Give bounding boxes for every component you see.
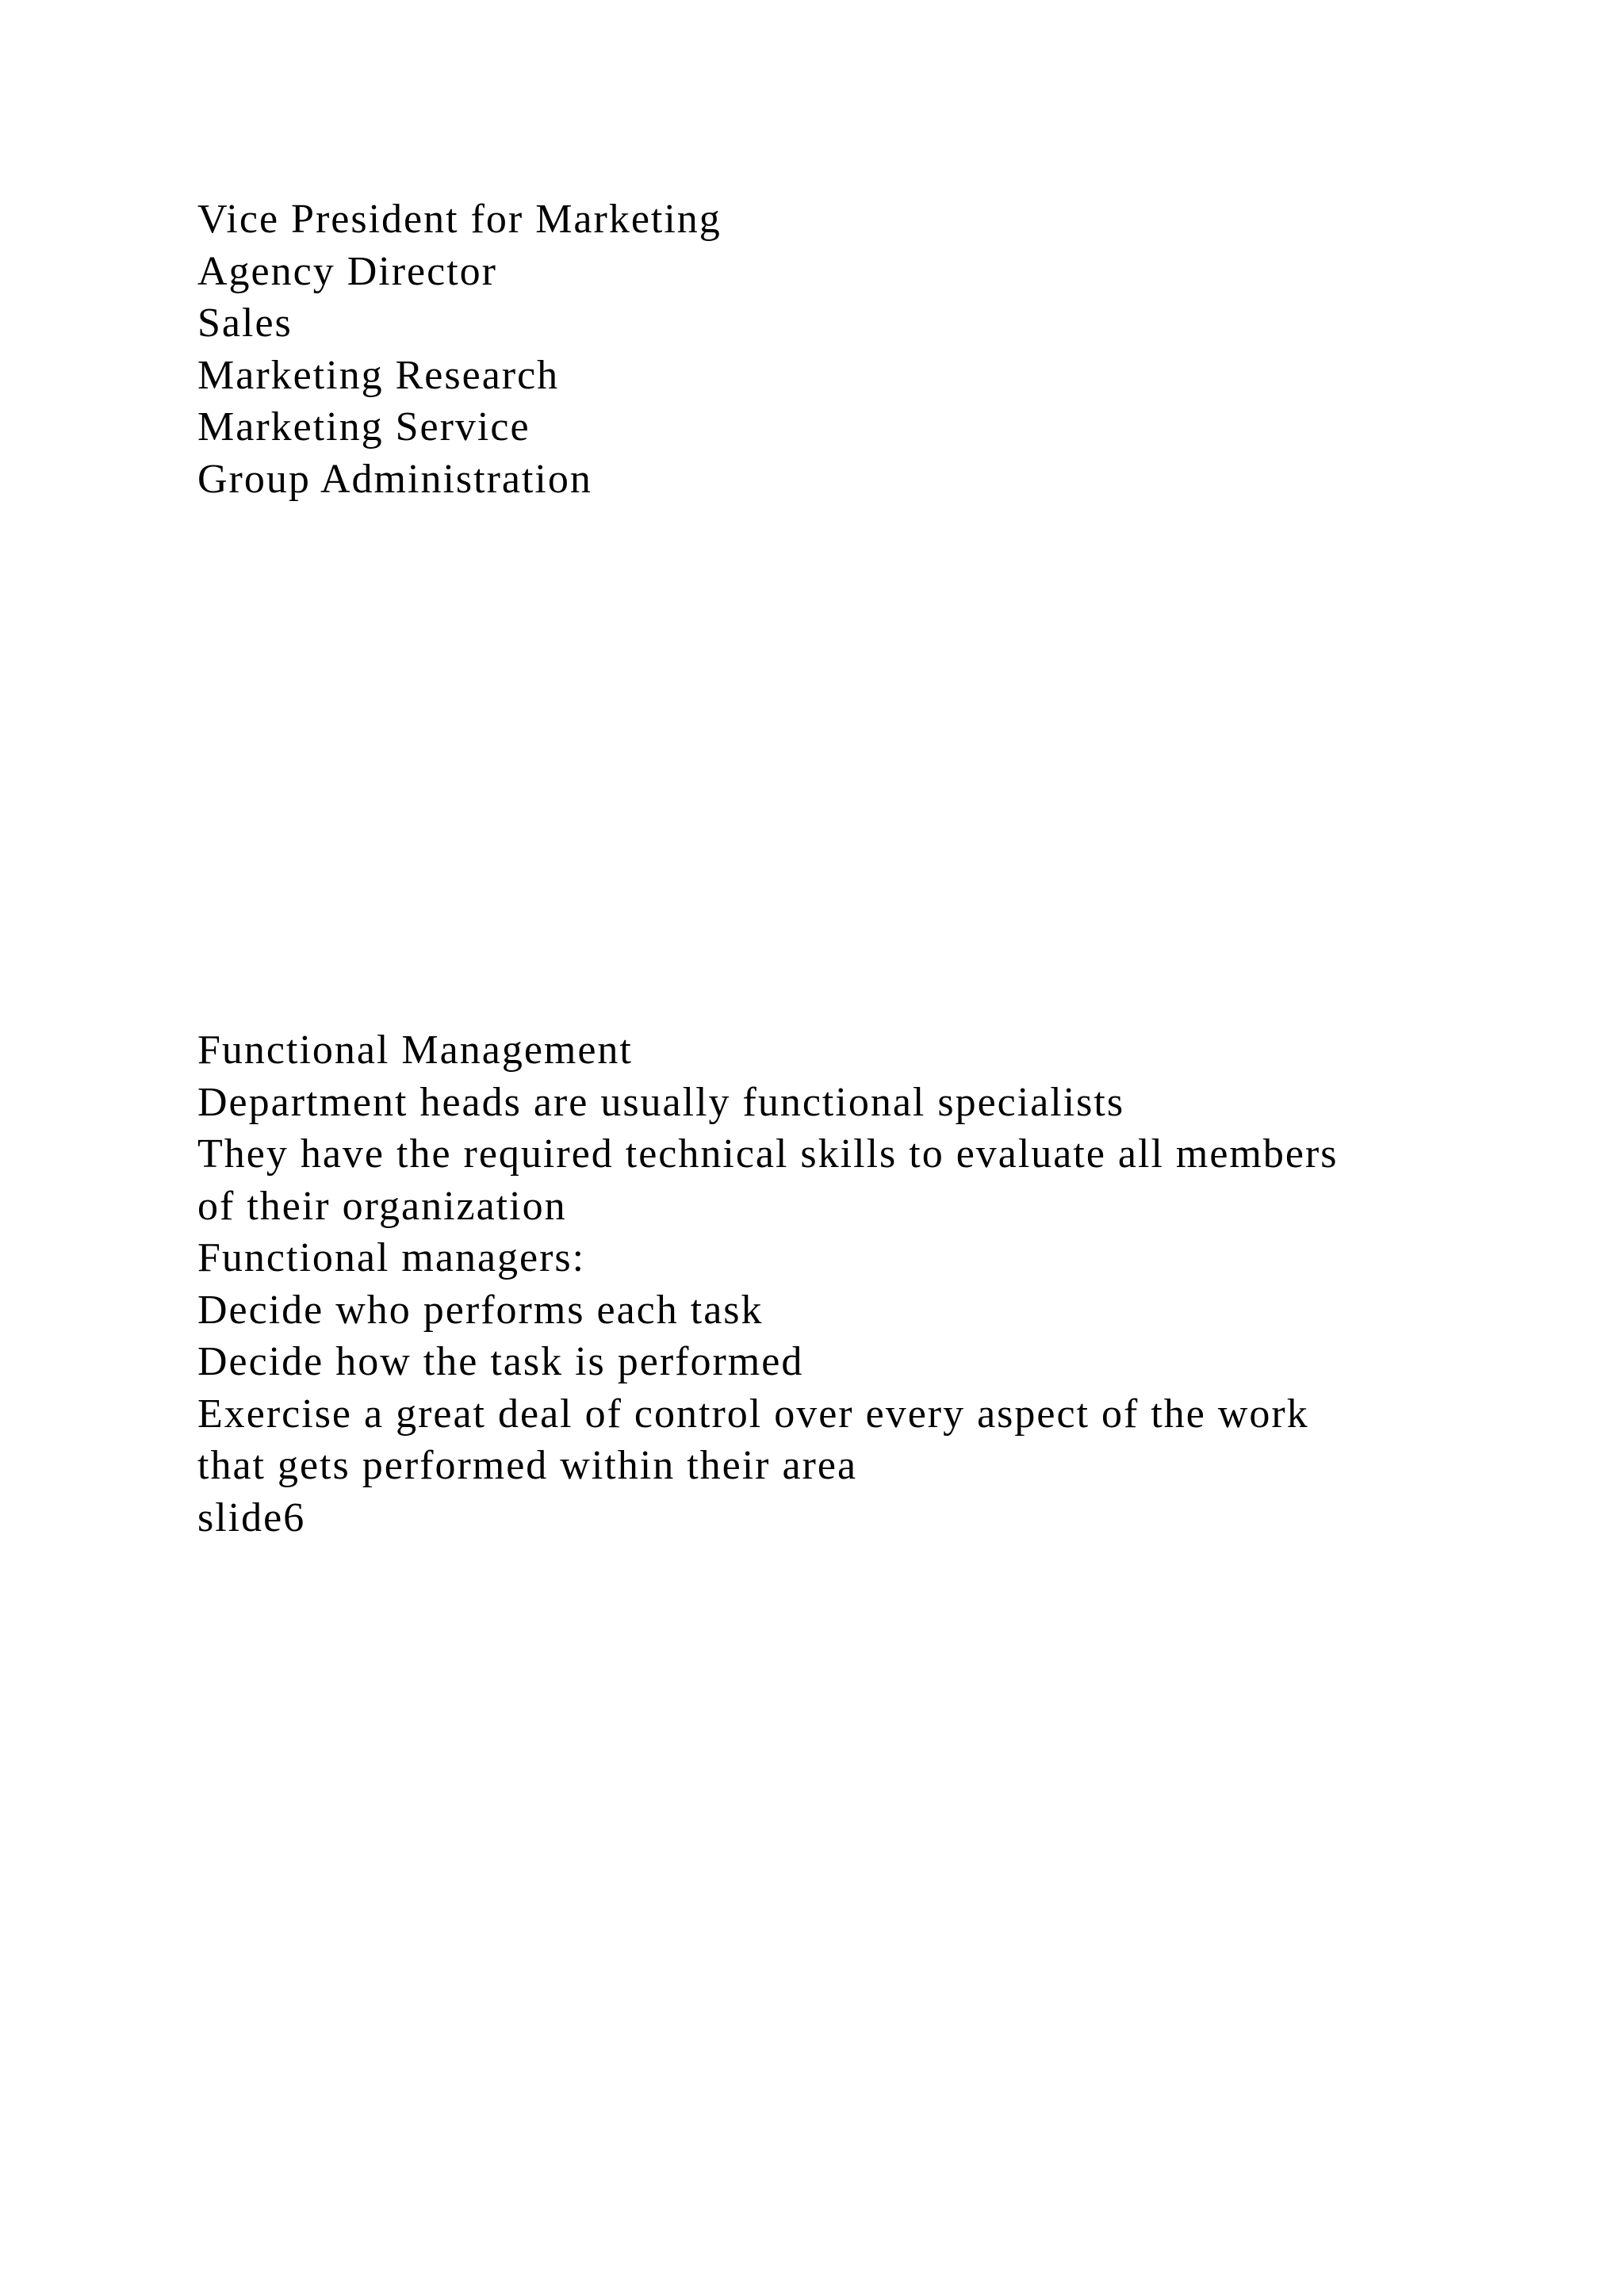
section-heading: Functional Management [197,1027,633,1073]
text-line: Marketing Research [197,352,560,398]
text-line: that gets performed within their area [197,1443,858,1488]
text-line: Functional managers: [197,1235,586,1280]
functional-management-text-block [197,1024,1466,1544]
text-line: Marketing Service [197,404,530,450]
slide-label: slide6 [197,1494,306,1540]
text-line: of their organization [197,1183,567,1229]
text-line: Department heads are usually functional specialists [197,1079,1125,1125]
text-line: Sales [197,300,293,346]
org-chart-text-block [197,193,1466,505]
text-line: Decide who performs each task [197,1287,764,1333]
text-line: Vice President for Marketing [197,197,722,242]
text-line: Group Administration [197,456,592,502]
text-line: They have the required technical skills to evaluate all members [197,1131,1339,1177]
text-line: Decide how the task is performed [197,1339,804,1384]
text-line: Exercise a great deal of control over every aspect of the work [197,1391,1309,1437]
text-line: Agency Director [197,248,497,294]
